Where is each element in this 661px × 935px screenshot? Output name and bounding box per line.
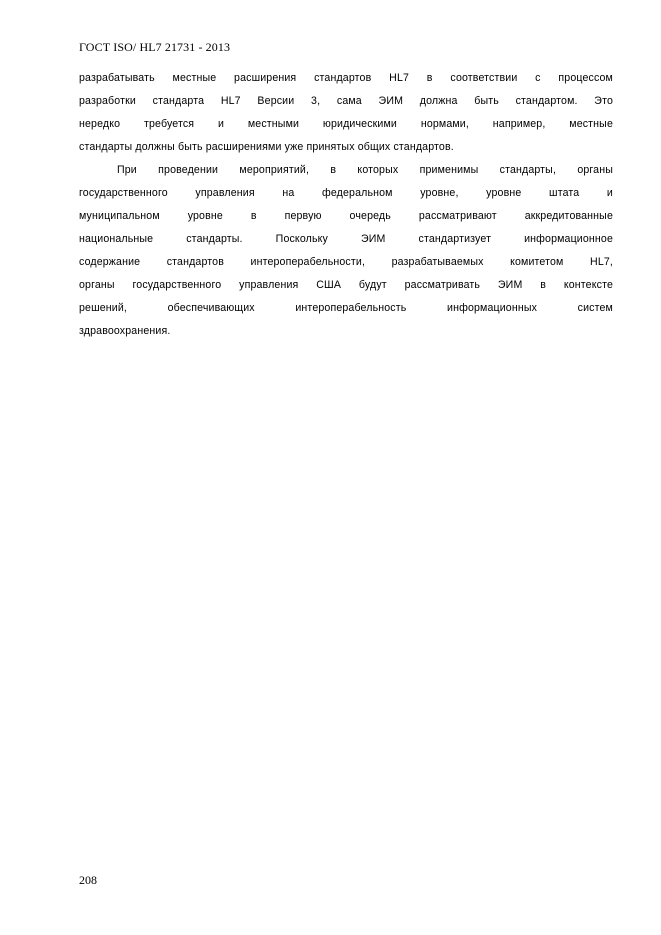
text-line: При проведении мероприятий, в которых применимы стандарты, органы — [117, 164, 613, 176]
text-line: содержание стандартов интероперабельности, разрабатываемых комитетом HL7, — [79, 256, 613, 268]
document-body — [79, 67, 613, 343]
text-line: разработки стандарта HL7 Версии 3, сама ЭИМ должна быть стандартом. Это — [79, 95, 613, 107]
text-line: решений, обеспечивающих интероперабельность информационных систем — [79, 302, 613, 314]
text-line: стандарты должны быть расширениями уже принятых общих стандартов. — [79, 141, 454, 153]
document-header: ГОСТ ISO/ HL7 21731 - 2013 — [79, 40, 231, 54]
text-line: муниципальном уровне в первую очередь рассматривают аккредитованные — [79, 210, 613, 222]
text-line: государственного управления на федеральном уровне, уровне штата и — [79, 187, 613, 199]
text-line: нередко требуется и местными юридическими нормами, например, местные — [79, 118, 613, 130]
text-line: органы государственного управления США будут рассматривать ЭИМ в контексте — [79, 279, 613, 291]
text-line: здравоохранения. — [79, 325, 171, 337]
paragraph-1 — [79, 67, 613, 159]
text-line: национальные стандарты. Поскольку ЭИМ стандартизует информационное — [79, 233, 613, 245]
text-line: разрабатывать местные расширения стандартов HL7 в соответствии с процессом — [79, 72, 613, 84]
page-number: 208 — [79, 873, 97, 887]
paragraph-2 — [79, 159, 613, 343]
